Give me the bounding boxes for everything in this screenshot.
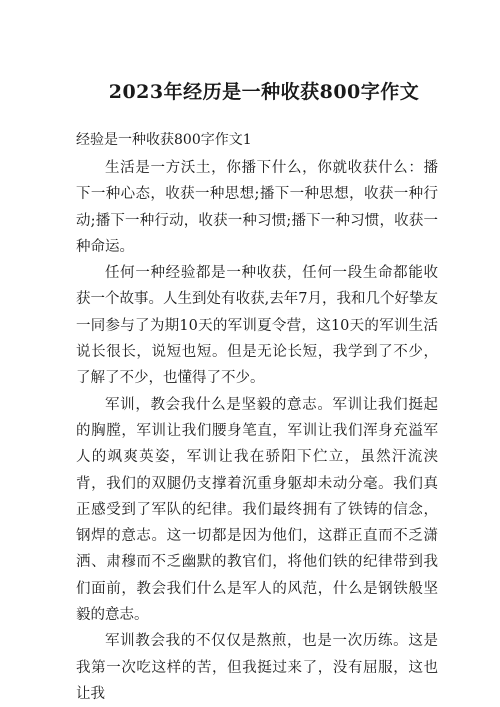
paragraph-4: 军训教会我的不仅仅是熬煎，也是一次历练。这是我第一次吃这样的苦，但我挺过来了，没有屈服，这也让我 (76, 633, 438, 702)
paragraph-3: 军训，教会我什么是坚毅的意志。军训让我们挺起的胸膛，军训让我们腰身笔直，军训让我们浑身充溢军人的飒爽英姿，军训让我在骄阳下伫立，虽然汗流浃背，我们的双腿仍支撑着沉重身躯却未动分毫。我们真正感受到了军队的纪律。我们最终拥有了铁铸的信念，钢焊的意志。这一切都是因为他们，这群正直而不乏潇洒、肃穆而不乏幽默的教官们，将他们铁的纪律带到我们面前，教会我们什么是军人的风范，什么是钢铁般坚毅的意志。 (76, 396, 438, 624)
document-title: 2023年经历是一种收获800字作文 (108, 81, 420, 103)
document-subtitle: 经验是一种收获800字作文1 (76, 132, 252, 148)
paragraph-1: 生活是一方沃土，你播下什么，你就收获什么：播下一种心态，收获一种思想;播下一种思想，收获一种行动;播下一种行动，收获一种习惯;播下一种习惯，收获一种命运。 (76, 160, 438, 255)
paragraph-2: 任何一种经验都是一种收获，任何一段生命都能收获一个故事。人生到处有收获,去年7月，我和几个好挚友一同参与了为期10天的军训夏令营，这10天的军训生活说长很长，说短也短。但是无论长短，我学到了不少，了解了不少，也懂得了不少。 (76, 265, 438, 387)
